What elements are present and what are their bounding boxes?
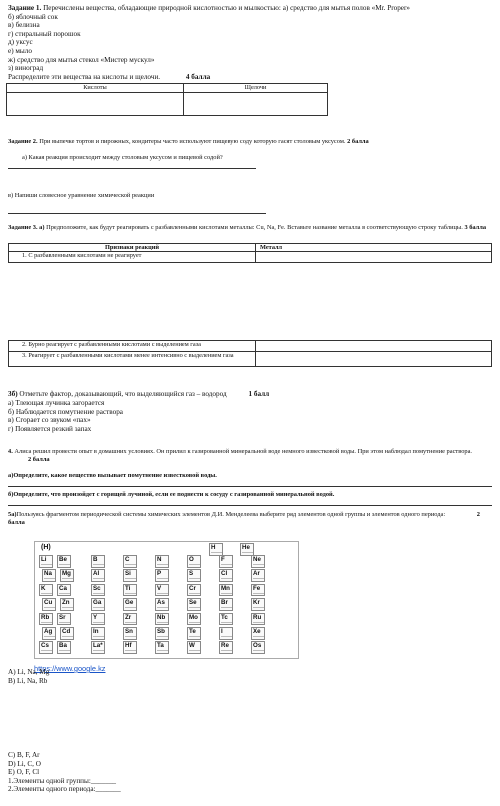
element-cell: P (155, 569, 169, 582)
task1-item: з) виноград (8, 64, 44, 73)
option-item[interactable]: B) Li, Na, Rb (8, 676, 48, 685)
alkali-answer-cell[interactable] (184, 93, 328, 116)
element-cell: Na (42, 569, 56, 582)
task1-intro: Задание 1. Перечислены вещества, обладающие природной кислотностью и мылкостью: а) средство для мытья полов «Mr. Proper» (8, 4, 410, 12)
metal-answer-cell[interactable] (256, 341, 492, 352)
option-item[interactable]: E) O, F, Cl (8, 768, 40, 777)
element-cell: Re (219, 641, 233, 654)
task3-text: Задание 3. а) Предположите, как будут реагировать с разбавленными кислотами металлы: Cu, Na, Fe. Вставьте название металла в соответствующую строку таблицы. 3 балла (8, 224, 487, 231)
element-cell: Al (91, 569, 105, 582)
task4-question-a: а)Определите, какое вещество вызывает помутнение известковой воды. (8, 472, 217, 479)
element-cell: Os (251, 641, 265, 654)
col-alkali: Щелочи (184, 84, 328, 93)
table-row: 3. Реагирует с разбавленными кислотами менее интенсивно с выделением газа (9, 352, 256, 367)
element-cell: I (219, 627, 233, 640)
task5-options-bottom (8, 751, 121, 794)
task1-items (8, 13, 154, 73)
element-cell: K (39, 584, 53, 597)
table-row: 1. С разбавленными кислотами не реагирует (9, 252, 256, 263)
task5-text: 5а)Пользуясь фрагментом периодической системы химических элементов Д.И. Менделеева выберите ряд элементов одной группы и элементов одного периода: 2 балла (8, 511, 480, 526)
option-item[interactable]: A) Li, Na, Mg (8, 668, 50, 676)
element-cell: O (187, 555, 201, 568)
google-link[interactable]: https://www.google.kz (34, 664, 106, 673)
hydrogen-paren-label: (H) (41, 544, 51, 551)
option-item[interactable]: C) B, F, Ar (8, 751, 40, 759)
element-cell: Mn (219, 584, 233, 597)
element-cell: Nb (155, 613, 169, 626)
periodic-table (34, 541, 299, 659)
element-cell: Sr (57, 613, 71, 626)
option-item[interactable]: а) Тлеющая лучинка загорается (8, 399, 105, 407)
task2-question-b: в) Напиши словесное уравнение химической реакции (8, 192, 155, 199)
col-metal: Металл (256, 244, 492, 252)
element-cell: Li (39, 555, 53, 568)
element-cell: Ti (123, 584, 137, 597)
acids-answer-cell[interactable] (7, 93, 184, 116)
task2-answer-line-a[interactable] (8, 168, 256, 169)
option-item[interactable]: D) Li, C, O (8, 759, 41, 768)
element-cell: Ta (155, 641, 169, 654)
task1-item: ж) средство для мытья стекол «Мистер мускул» (8, 55, 155, 64)
element-cell: He (240, 543, 254, 556)
element-cell: Zr (123, 613, 137, 626)
element-cell: Sc (91, 584, 105, 597)
col-acids: Кислоты (7, 84, 184, 93)
element-cell: Se (187, 598, 201, 611)
answer-group-line[interactable]: 1.Элементы одной группы:_______ (8, 776, 117, 785)
task3-table-top (8, 243, 492, 263)
task4-question-b: б)Определите, что произойдет с горящей лучиной, если ее поднести к сосуду с газированной минеральной водой. (8, 491, 335, 498)
task2-text: Задание 2. При выпечке тортов и пирожных, кондитеры часто используют пищевую соду которую гасят столовым уксусом. 2 балла (8, 138, 369, 145)
element-cell: Tc (219, 613, 233, 626)
task3b-text: 3б) Отметьте фактор, доказывающий, что выделяющийся газ – водород 1 балл (8, 390, 270, 398)
task1-item: в) белизна (8, 21, 40, 30)
element-cell: Kr (251, 598, 265, 611)
element-cell: Zn (60, 598, 74, 611)
task4-text: 4. Алиса решил провести опыт в домашних условиях. Он прилил к газированной минеральной воде немного известковой воды. При этом наблюдал помутнение раствора. 2 балла (8, 448, 473, 463)
element-cell: B (91, 555, 105, 568)
element-cell: H (209, 543, 223, 556)
element-cell: Be (57, 555, 71, 568)
task3b-options (8, 399, 123, 433)
element-cell: Mo (187, 613, 201, 626)
element-cell: V (155, 584, 169, 597)
element-cell: Hf (123, 641, 137, 654)
element-cell: S (187, 569, 201, 582)
element-cell: Si (123, 569, 137, 582)
metal-answer-cell[interactable] (256, 352, 492, 367)
element-cell: W (187, 641, 201, 654)
element-cell: Xe (251, 627, 265, 640)
element-cell: Te (187, 627, 201, 640)
task1-instruction: Распределите эти вещества на кислоты и щелочи. 4 балла (8, 73, 211, 81)
element-cell: Ge (123, 598, 137, 611)
task1-table (6, 83, 328, 116)
element-cell: Ag (42, 627, 56, 640)
task2-answer-line-b[interactable] (8, 213, 266, 214)
element-cell: Sn (123, 627, 137, 640)
element-cell: Cs (39, 641, 53, 654)
element-cell: Ne (251, 555, 265, 568)
task3-table-bottom (8, 340, 492, 367)
element-cell: Y (91, 613, 105, 626)
task1-item: е) мыло (8, 46, 32, 55)
task4-answer-line-a[interactable] (8, 486, 492, 487)
option-item[interactable]: в) Сгорает со звуком «пах» (8, 416, 91, 425)
task4-answer-line-b[interactable] (8, 505, 492, 506)
element-cell: Br (219, 598, 233, 611)
table-row: 2. Бурно реагирует с разбавленными кислотами с выделением газа (9, 341, 256, 352)
element-cell: In (91, 627, 105, 640)
element-cell: Cl (219, 569, 233, 582)
element-cell: Mg (60, 569, 74, 582)
element-cell: Cu (42, 598, 56, 611)
element-cell: C (123, 555, 137, 568)
element-cell: Ar (251, 569, 265, 582)
element-cell: Ru (251, 613, 265, 626)
option-item[interactable]: г) Появляется резкий запах (8, 424, 92, 433)
task1-item: б) яблочный сок (8, 12, 58, 21)
option-item[interactable]: б) Наблюдается помутнение раствора (8, 407, 123, 416)
col-signs: Признаки реакций (9, 244, 256, 252)
element-cell: As (155, 598, 169, 611)
element-cell: Cr (187, 584, 201, 597)
element-cell: Sb (155, 627, 169, 640)
task5-options-top (8, 668, 49, 685)
metal-answer-cell[interactable] (256, 252, 492, 263)
element-cell: Cd (60, 627, 74, 640)
task1-item: г) стиральный порошок (8, 29, 81, 38)
element-cell: Ba (57, 641, 71, 654)
answer-period-line[interactable]: 2.Элементы одного периода:_______ (8, 785, 121, 794)
element-cell: Ca (57, 584, 71, 597)
element-cell: F (219, 555, 233, 568)
task1-item: д) уксус (8, 38, 33, 47)
element-cell: Rb (39, 613, 53, 626)
element-cell: La* (91, 641, 105, 654)
task2-question-a: а) Какая реакция происходит между столовым уксусом и пищевой содой? (22, 154, 223, 161)
element-cell: Ga (91, 598, 105, 611)
element-cell: Fe (251, 584, 265, 597)
element-cell: N (155, 555, 169, 568)
